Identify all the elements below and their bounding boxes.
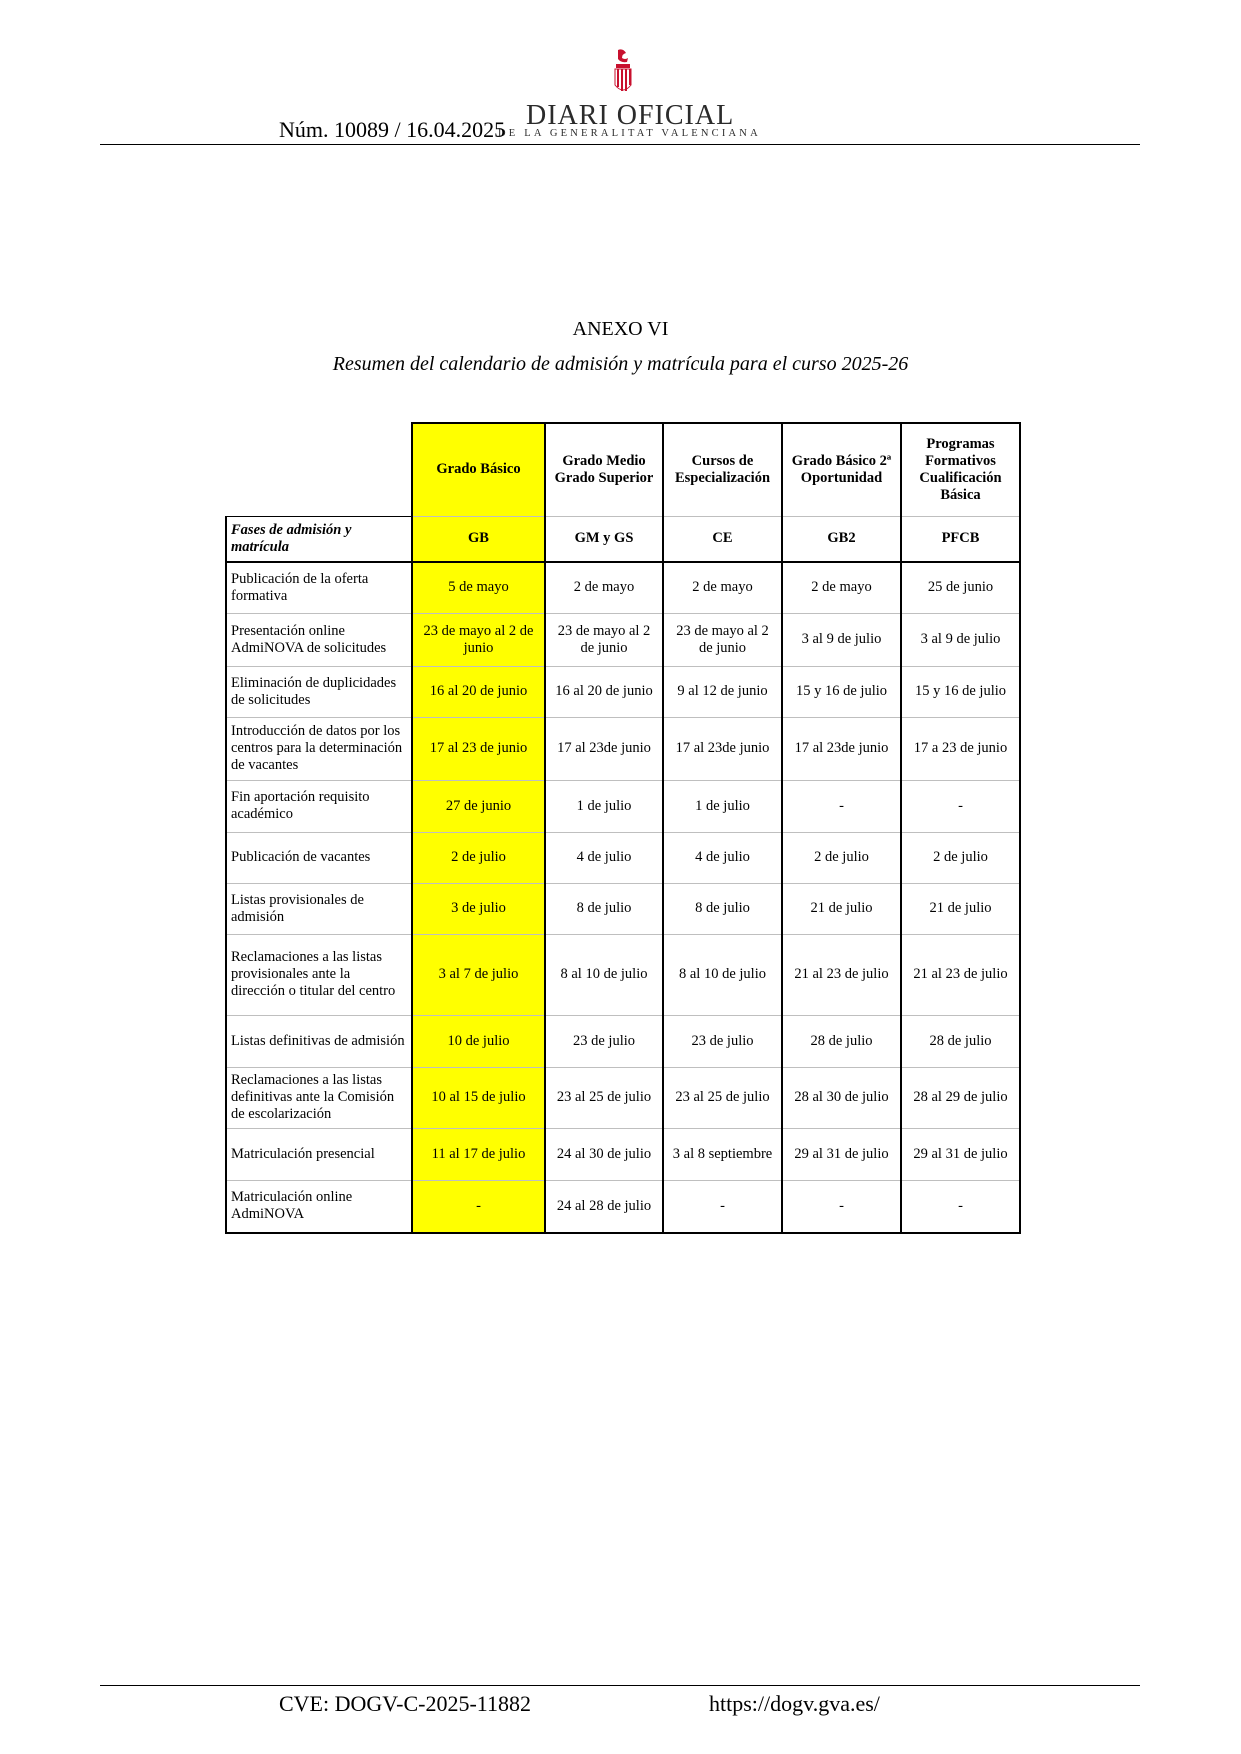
column-name-ce: Cursos de Especialización <box>663 423 782 516</box>
date-cell: 21 de julio <box>901 883 1020 934</box>
table-row <box>226 1067 1020 1128</box>
date-cell: 1 de julio <box>545 780 663 832</box>
column-code-gb2: GB2 <box>782 516 901 562</box>
annex-subtitle: Resumen del calendario de admisión y matrícula para el curso 2025-26 <box>332 353 909 375</box>
date-cell: 24 al 28 de julio <box>545 1180 663 1233</box>
date-cell: 23 al 25 de julio <box>545 1067 663 1128</box>
table-row <box>226 780 1020 832</box>
date-cell: 23 de mayo al 2 de junio <box>545 613 663 666</box>
column-code-pfcb: PFCB <box>901 516 1020 562</box>
column-code-gm-gs: GM y GS <box>545 516 663 562</box>
date-cell: 8 de julio <box>663 883 782 934</box>
date-cell: 23 de mayo al 2 de junio <box>412 613 545 666</box>
date-cell: - <box>412 1180 545 1233</box>
date-cell: 2 de julio <box>412 832 545 883</box>
table-row <box>226 1128 1020 1180</box>
date-cell: 2 de julio <box>782 832 901 883</box>
phase-cell: Introducción de datos por los centros para la determinación de vacantes <box>226 717 412 780</box>
table-corner <box>226 423 412 516</box>
phase-cell: Publicación de la oferta formativa <box>226 562 412 613</box>
date-cell: 28 al 30 de julio <box>782 1067 901 1128</box>
date-cell: 23 de julio <box>545 1015 663 1067</box>
table-row <box>226 1180 1020 1233</box>
phase-cell: Publicación de vacantes <box>226 832 412 883</box>
date-cell: 17 al 23 de junio <box>412 717 545 780</box>
date-cell: 21 de julio <box>782 883 901 934</box>
table-row <box>226 666 1020 717</box>
table-row <box>226 832 1020 883</box>
table-row <box>226 883 1020 934</box>
phase-cell: Listas provisionales de admisión <box>226 883 412 934</box>
phase-column-header: Fases de admisión y matrícula <box>226 516 412 562</box>
column-name-pfcb: Programas Formativos Cualificación Básica <box>901 423 1020 516</box>
footer-cve: CVE: DOGV-C-2025-11882 <box>279 1691 531 1716</box>
date-cell: 10 de julio <box>412 1015 545 1067</box>
date-cell: 21 al 23 de julio <box>782 934 901 1015</box>
header-divider <box>100 144 1140 145</box>
date-cell: 28 de julio <box>782 1015 901 1067</box>
table-header-row <box>226 423 1020 516</box>
date-cell: 3 al 8 septiembre <box>663 1128 782 1180</box>
annex-title: ANEXO VI <box>572 318 669 340</box>
phase-cell: Matriculación online AdmiNOVA <box>226 1180 412 1233</box>
date-cell: 10 al 15 de julio <box>412 1067 545 1128</box>
date-cell: 3 al 9 de julio <box>901 613 1020 666</box>
date-cell: 24 al 30 de julio <box>545 1128 663 1180</box>
table-body <box>226 562 1020 1233</box>
date-cell: 25 de junio <box>901 562 1020 613</box>
date-cell: - <box>901 780 1020 832</box>
table-row <box>226 613 1020 666</box>
date-cell: 15 y 16 de julio <box>901 666 1020 717</box>
date-cell: 17 al 23de junio <box>782 717 901 780</box>
date-cell: 3 al 7 de julio <box>412 934 545 1015</box>
date-cell: 29 al 31 de julio <box>782 1128 901 1180</box>
date-cell: 29 al 31 de julio <box>901 1128 1020 1180</box>
footer-divider <box>100 1685 1140 1686</box>
column-name-gm-gs: Grado Medio Grado Superior <box>545 423 663 516</box>
footer-url[interactable]: https://dogv.gva.es/ <box>709 1691 880 1716</box>
date-cell: 2 de mayo <box>545 562 663 613</box>
date-cell: 4 de julio <box>545 832 663 883</box>
date-cell: 23 de mayo al 2 de junio <box>663 613 782 666</box>
date-cell: 9 al 12 de junio <box>663 666 782 717</box>
logo-title: DIARI OFICIAL <box>526 100 735 131</box>
table-row <box>226 717 1020 780</box>
table-row <box>226 934 1020 1015</box>
date-cell: 28 de julio <box>901 1015 1020 1067</box>
date-cell: 1 de julio <box>663 780 782 832</box>
phase-cell: Fin aportación requisito académico <box>226 780 412 832</box>
date-cell: 3 al 9 de julio <box>782 613 901 666</box>
date-cell: 2 de mayo <box>663 562 782 613</box>
date-cell: 23 al 25 de julio <box>663 1067 782 1128</box>
date-cell: - <box>782 1180 901 1233</box>
dogv-logo <box>490 46 770 142</box>
date-cell: 8 de julio <box>545 883 663 934</box>
issue-number: Núm. 10089 / 16.04.2025 <box>279 117 506 142</box>
phase-cell: Matriculación presencial <box>226 1128 412 1180</box>
column-name-gb2: Grado Básico 2ª Oportunidad <box>782 423 901 516</box>
date-cell: 8 al 10 de julio <box>545 934 663 1015</box>
column-code-gb: GB <box>412 516 545 562</box>
date-cell: - <box>782 780 901 832</box>
date-cell: 21 al 23 de julio <box>901 934 1020 1015</box>
date-cell: 17 al 23de junio <box>663 717 782 780</box>
phase-cell: Reclamaciones a las listas definitivas ante la Comisión de escolarización <box>226 1067 412 1128</box>
date-cell: 5 de mayo <box>412 562 545 613</box>
table-row <box>226 1015 1020 1067</box>
phase-cell: Reclamaciones a las listas provisionales ante la dirección o titular del centro <box>226 934 412 1015</box>
date-cell: 3 de julio <box>412 883 545 934</box>
date-cell: 23 de julio <box>663 1015 782 1067</box>
date-cell: 28 al 29 de julio <box>901 1067 1020 1128</box>
date-cell: 4 de julio <box>663 832 782 883</box>
date-cell: 15 y 16 de julio <box>782 666 901 717</box>
date-cell: 17 al 23de junio <box>545 717 663 780</box>
table-code-row <box>226 516 1020 562</box>
generalitat-emblem-icon <box>608 48 638 98</box>
column-code-ce: CE <box>663 516 782 562</box>
column-name-gb: Grado Básico <box>412 423 545 516</box>
date-cell: 16 al 20 de junio <box>545 666 663 717</box>
table-row <box>226 562 1020 613</box>
phase-cell: Presentación online AdmiNOVA de solicitudes <box>226 613 412 666</box>
date-cell: 11 al 17 de julio <box>412 1128 545 1180</box>
logo-subtitle: DE LA GENERALITAT VALENCIANA <box>498 128 761 139</box>
date-cell: 17 a 23 de junio <box>901 717 1020 780</box>
date-cell: 2 de julio <box>901 832 1020 883</box>
date-cell: - <box>663 1180 782 1233</box>
date-cell: 27 de junio <box>412 780 545 832</box>
phase-cell: Listas definitivas de admisión <box>226 1015 412 1067</box>
date-cell: - <box>901 1180 1020 1233</box>
phase-cell: Eliminación de duplicidades de solicitudes <box>226 666 412 717</box>
date-cell: 16 al 20 de junio <box>412 666 545 717</box>
admission-calendar-table <box>225 422 1021 1234</box>
date-cell: 8 al 10 de julio <box>663 934 782 1015</box>
date-cell: 2 de mayo <box>782 562 901 613</box>
